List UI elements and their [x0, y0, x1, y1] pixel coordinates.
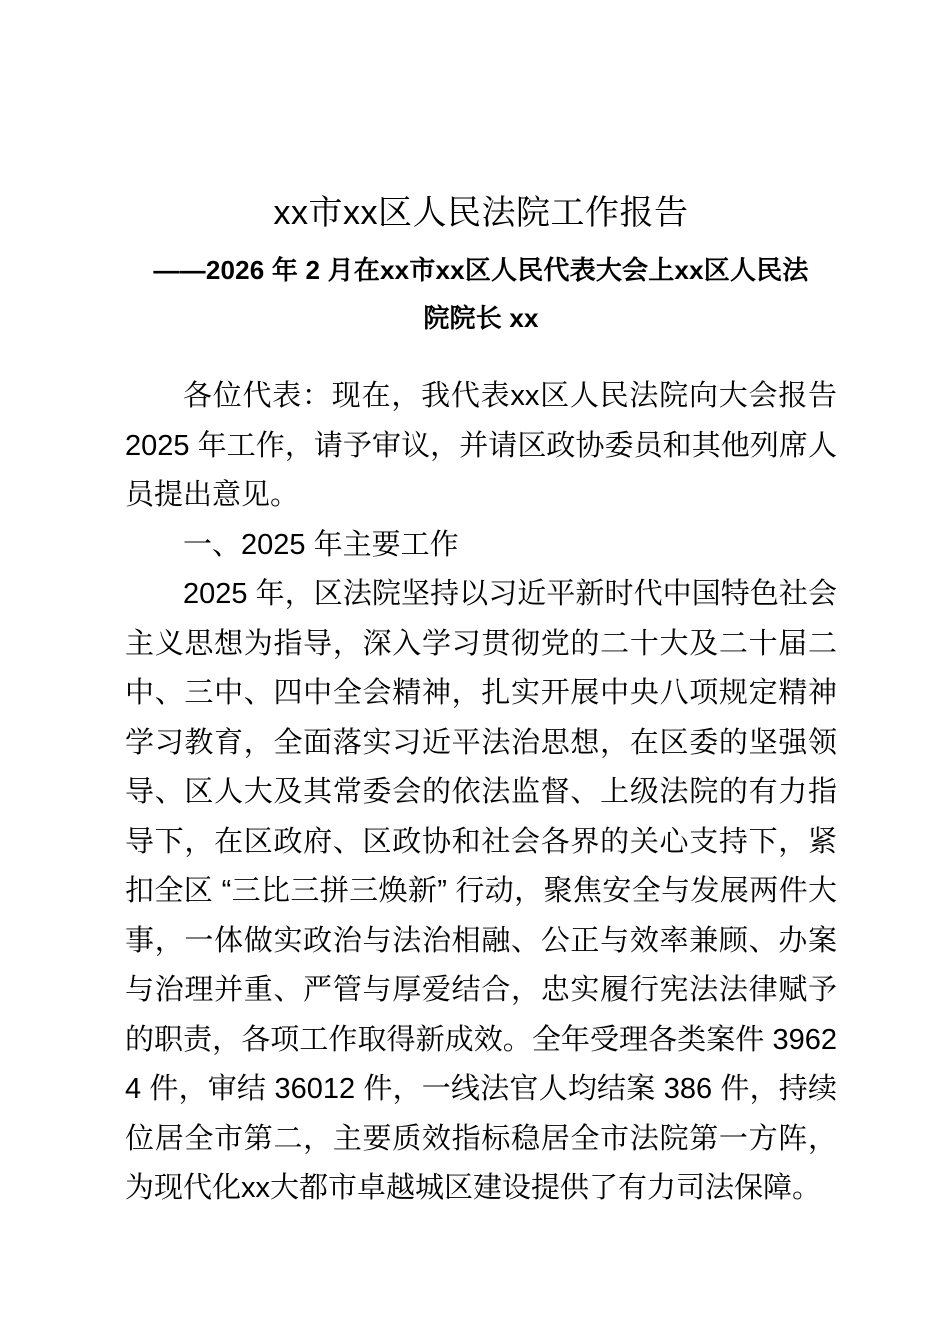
section-heading-1: 一、2025 年主要工作 [183, 528, 459, 561]
document-subtitle-line-2: 院院长 xx [423, 303, 539, 333]
document-subtitle [125, 238, 837, 342]
paragraph-greeting: 各位代表：现在，我代表xx区人民法院向大会报告 2025 年工作，请予审议，并请区政协委员和其他列席人员提出意见。 [125, 380, 837, 511]
document-subtitle-line-1: ——2026 年 2 月在xx市xx区人民代表大会上xx区人民法 [153, 255, 809, 285]
document-content [125, 0, 837, 1214]
paragraph-section-1-body: 2025 年，区法院坚持以习近平新时代中国特色社会主义思想为指导，深入学习贯彻党的二十大及二十届二中、三中、四中全会精神，扎实开展中央八项规定精神学习教育，全面落实习近平法治思想，在区委的坚强领导、区人大及其常委会的依法监督、上级法院的有力指导下，在区政府、区政协和社会各界的关心支持下，紧扣全区 “三比三拼三焕新” 行动，聚焦安全与发展两件大事，一体做实政治与法治相融、公正与效率兼顾、办案与治理并重、严管与厚爱结合，忠实履行宪法法律赋予的职责，各项工作取得新成效。全年受理各类案件 39624 件，审结 36012 件，一线法官人均结案 386 件，持续位居全市第二，主要质效指标稳居全市法院第一方阵，为现代化xx大都市卓越城区建设提供了有力司法保障。 [125, 578, 837, 1204]
document-title: xx市xx区人民法院工作报告 [273, 194, 689, 232]
